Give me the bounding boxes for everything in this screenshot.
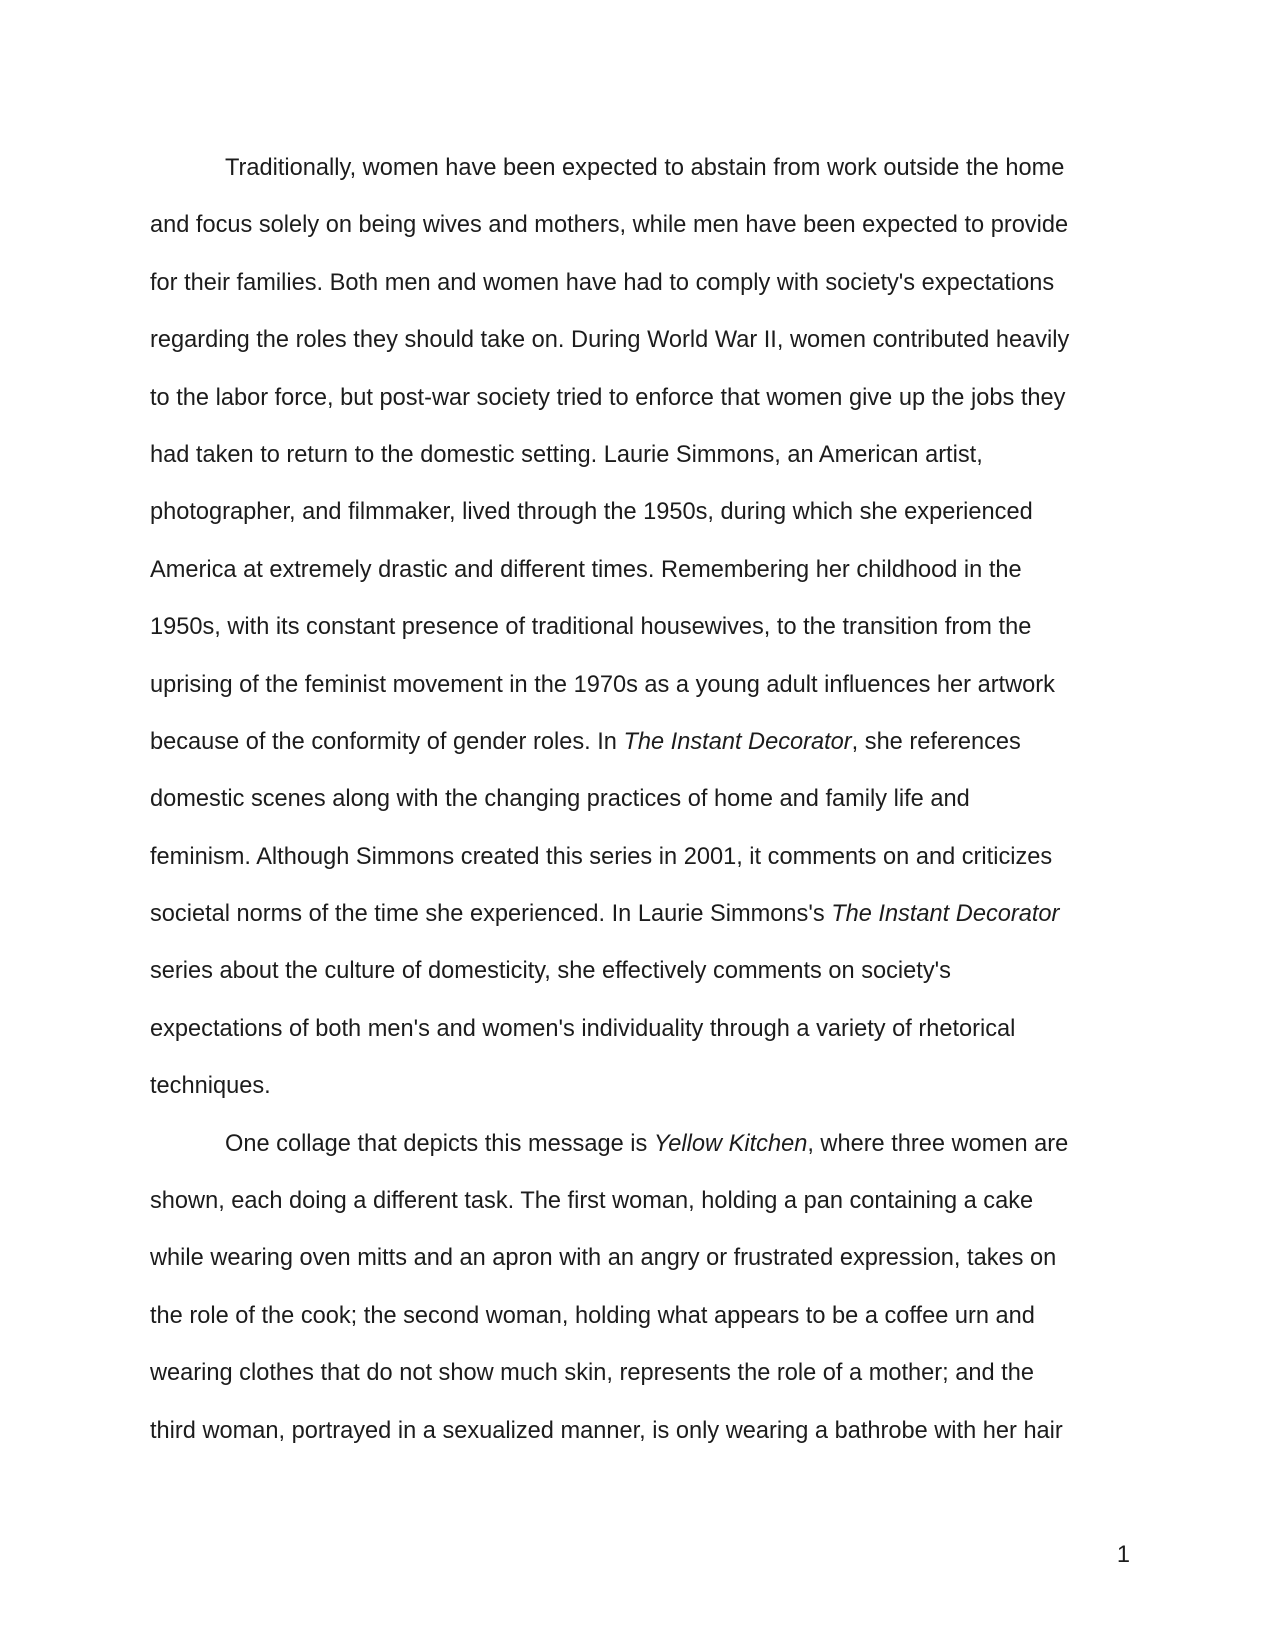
text-line	[150, 886, 1130, 943]
text-line	[150, 1230, 1130, 1287]
text-run: and focus solely on being wives and mothers, while men have been expected to provide	[150, 212, 1069, 239]
text-line	[150, 542, 1130, 599]
text-run: America at extremely drastic and different times. Remembering her childhood in the	[150, 556, 1022, 583]
text-run: third woman, portrayed in a sexualized manner, is only wearing a bathrobe with her hair	[150, 1417, 1063, 1444]
text-run: shown, each doing a different task. The first woman, holding a pan containing a cake	[150, 1188, 1034, 1215]
paragraph	[150, 1116, 1130, 1460]
text-line	[150, 312, 1130, 369]
italic-title: The Instant Decorator	[623, 728, 852, 755]
essay-body	[150, 140, 1130, 1460]
text-line	[150, 197, 1130, 254]
italic-title: The Instant Decorator	[831, 901, 1060, 928]
text-run: had taken to return to the domestic setting. Laurie Simmons, an American artist,	[150, 441, 983, 468]
text-line	[150, 771, 1130, 828]
text-line	[150, 1058, 1130, 1115]
italic-title: Yellow Kitchen	[653, 1130, 808, 1157]
text-run: wearing clothes that do not show much skin, represents the role of a mother; and the	[150, 1360, 1034, 1387]
text-line	[150, 714, 1130, 771]
text-line	[150, 1288, 1130, 1345]
text-line	[150, 1345, 1130, 1402]
text-run: feminism. Although Simmons created this series in 2001, it comments on and criticizes	[150, 843, 1053, 870]
text-run: while wearing oven mitts and an apron with an angry or frustrated expression, takes on	[150, 1245, 1057, 1272]
text-line	[150, 484, 1130, 541]
page-number: 1	[1116, 1542, 1130, 1568]
text-line	[150, 1116, 1130, 1173]
text-line	[150, 829, 1130, 886]
text-line	[150, 140, 1130, 197]
text-line	[150, 255, 1130, 312]
text-line	[150, 599, 1130, 656]
text-run: , where three women are	[807, 1130, 1069, 1157]
text-run: photographer, and filmmaker, lived through the 1950s, during which she experienced	[150, 499, 1033, 526]
text-run: to the labor force, but post-war society tried to enforce that women give up the jobs they	[150, 384, 1066, 411]
text-run: 1950s, with its constant presence of traditional housewives, to the transition from the	[150, 614, 1032, 641]
text-run: for their families. Both men and women have had to comply with society's expectations	[150, 269, 1055, 296]
text-line	[150, 943, 1130, 1000]
text-run: , she references	[851, 728, 1021, 755]
text-run: uprising of the feminist movement in the 1970s as a young adult influences her artwork	[150, 671, 1055, 698]
text-run: series about the culture of domesticity, she effectively comments on society's	[150, 958, 951, 985]
text-run: because of the conformity of gender roles. In	[150, 728, 624, 755]
paragraph	[150, 140, 1130, 1116]
text-line	[150, 370, 1130, 427]
text-run: societal norms of the time she experienced. In Laurie Simmons's	[150, 901, 832, 928]
text-run: the role of the cook; the second woman, holding what appears to be a coffee urn and	[150, 1302, 1035, 1329]
text-line	[150, 1403, 1130, 1460]
text-run: expectations of both men's and women's individuality through a variety of rhetorical	[150, 1015, 1016, 1042]
text-run: techniques.	[150, 1073, 271, 1100]
text-line	[150, 657, 1130, 714]
text-line	[150, 427, 1130, 484]
text-run: regarding the roles they should take on. During World War II, women contributed heavily	[150, 327, 1070, 354]
text-line	[150, 1001, 1130, 1058]
text-run: Traditionally, women have been expected to abstain from work outside the home	[225, 155, 1065, 181]
text-line	[150, 1173, 1130, 1230]
text-run: One collage that depicts this message is	[225, 1130, 654, 1157]
text-run: domestic scenes along with the changing practices of home and family life and	[150, 786, 970, 813]
